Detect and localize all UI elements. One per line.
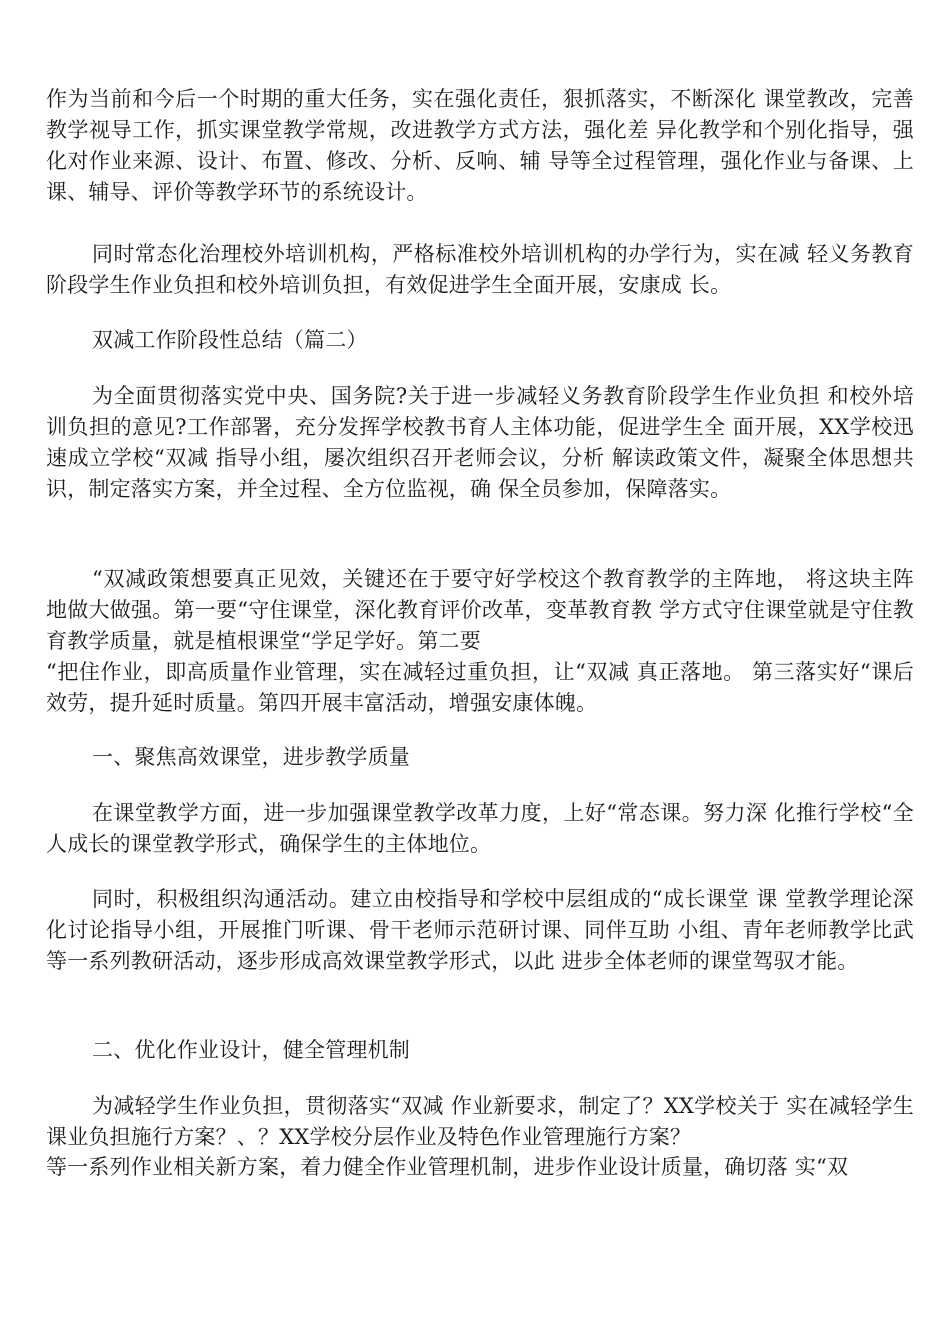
- paragraph-9: 等一系列作业相关新方案，着力健全作业管理机制，进步作业设计质量，确切落 实“双: [46, 1155, 849, 1179]
- section-title-part-two: 双减工作阶段性总结（篇二）: [92, 328, 368, 352]
- heading-focus-efficient-classroom: 一、聚焦高效课堂，进步教学质量: [92, 745, 410, 769]
- heading-optimize-homework-design: 二、优化作业设计，健全管理机制: [92, 1038, 410, 1062]
- paragraph-6: 在课堂教学方面，进一步加强课堂教学改革力度，上好“常态课。努力深 化推行学校“全人成长的课堂教学形式，确保学生的主体地位。: [46, 801, 914, 856]
- paragraph-3: 为全面贯彻落实党中央、国务院?关于进一步减轻义务教育阶段学生作业负担 和校外培训负担的意见?工作部署，充分发挥学校教书育人主体功能，促进学生全 面开展，XX学校迅速成立学校“双减 指导小组，屡次组织召开老师会议，分析 解读政策文件，凝聚全体思想共识，制定落实方案，并全过程、全方位监视，确 保全员参加，保障落实。: [46, 384, 914, 501]
- paragraph-5: “把住作业，即高质量作业管理，实在减轻过重负担，让“双减 真正落地。 第三落实好“课后效劳，提升延时质量。第四开展丰富活动，增强安康体魄。: [46, 660, 914, 715]
- paragraph-7: 同时，积极组织沟通活动。建立由校指导和学校中层组成的“成长课堂 课 堂教学理论深化讨论指导小组，开展推门听课、骨干老师示范研讨课、同伴互助 小组、青年老师教学比武等一系列教研活动，逐步形成高效课堂教学形式，以此 进步全体老师的课堂驾驭才能。: [46, 887, 914, 973]
- paragraph-2: 同时常态化治理校外培训机构，严格标准校外培训机构的办学行为，实在减 轻义务教育阶段学生作业负担和校外培训负担，有效促进学生全面开展，安康成 长。: [46, 242, 914, 297]
- paragraph-4: “双减政策想要真正见效，关键还在于要守好学校这个教育教学的主阵地， 将这块主阵地做大做强。第一要“守住课堂，深化教育评价改革，变革教育教 学方式守住课堂就是守住教育教学质量，就是植根课堂“学足学好。第二要: [46, 567, 914, 653]
- paragraph-8: 为减轻学生作业负担，贯彻落实“双减 作业新要求，制定了？XX学校关于 实在减轻学生课业负担施行方案？、？XX学校分层作业及特色作业管理施行方案？: [46, 1094, 914, 1149]
- paragraph-1: 作为当前和今后一个时期的重大任务，实在强化责任，狠抓落实，不断深化 课堂教改，完善教学视导工作，抓实课堂教学常规，改进教学方式方法，强化差 异化教学和个别化指导，强化对作业来源、设计、布置、修改、分析、反响、辅 导等全过程管理，强化作业与备课、上课、辅导、评价等教学环节的系统设计。: [46, 87, 914, 204]
